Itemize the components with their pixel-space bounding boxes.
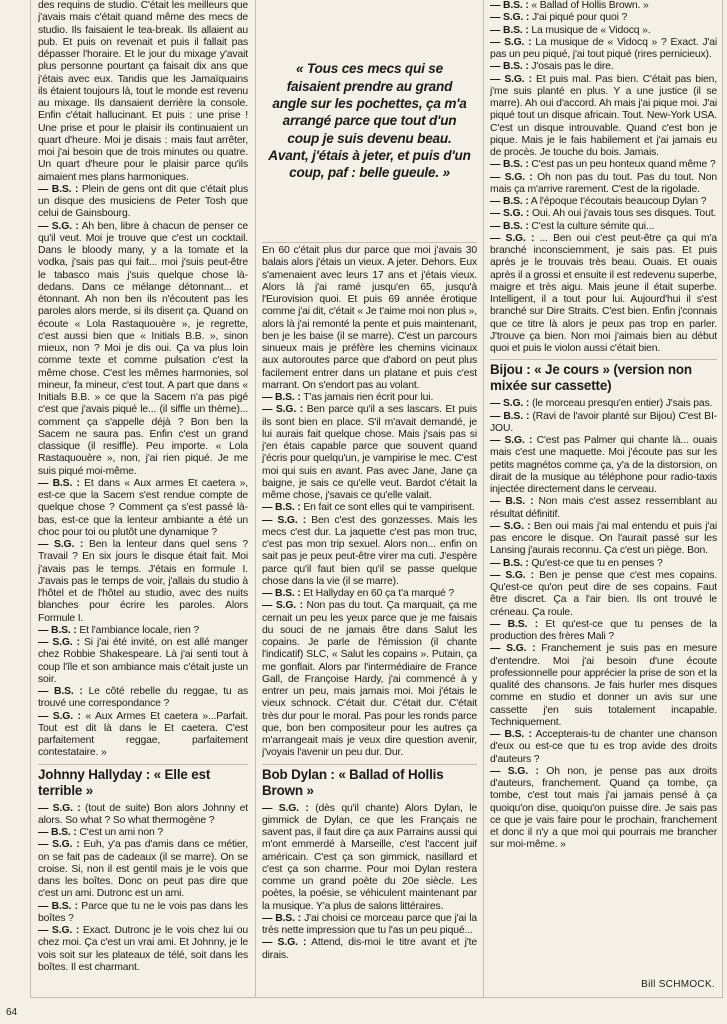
paragraph — [490, 411, 717, 436]
speech: Ben je pense que c'est mes copains. Qu'est-ce qu'on peut dire de ses copains. Faut être discret. Ça a l'air bien. Ils ont trouvé le créneau. Ça roule. — [490, 569, 717, 618]
speaker: — B.S. : — [490, 729, 532, 740]
paragraph — [38, 637, 248, 686]
speaker: — S.G. : — [490, 171, 533, 183]
paragraph — [490, 25, 717, 37]
speaker: — S.G. : — [262, 937, 307, 949]
speech: C'est un ami non ? — [76, 827, 163, 838]
speaker: — S.G. : — [262, 404, 304, 416]
paragraph — [38, 827, 248, 839]
speech: « Aux Armes Et caetera »...Parfait. Tout est dit là dans le Et caetera. C'est parfaitement reggae, parfaitement contestataire. » — [38, 710, 248, 759]
paragraph — [490, 0, 717, 12]
speech: Et l'ambiance locale, rien ? — [76, 624, 200, 636]
speech: Franchement je suis pas en mesure d'entendre. Moi j'ai besoin d'une écoute professionnelle pour apprécier la prise de son et la qualité des chansons. Je fais hurler mes disques comme en studio et donner un avis sur une cassette j'en suis totalement incapable. Techniquement. — [490, 643, 717, 728]
paragraph — [262, 392, 477, 404]
speaker: — S.G. : — [38, 220, 79, 232]
speaker: — S.G. : — [490, 765, 539, 777]
speech: Et puis mal. Pas bien. C'était pas bien, j'me suis planté en plus. Y a une justice (il se marre). Ah oui d'accord. Ah mais j'ai pique moi. J'ai piqué tout un disque africain. Tout. New-York USA. C'est un disque introuvable. Quand c'est bon je pique. Mais je le fais habilement et j'ai jamais eu de procès. Je touche du bois. Jamais. — [490, 73, 717, 158]
paragraph — [262, 600, 477, 759]
speaker: — B.S. : — [262, 912, 302, 924]
speaker: — S.G. : — [490, 435, 533, 446]
speech: Oh non, je pense pas aux droits d'auteurs, franchement. Quand ça tombe, ça tombe, c'est tout mais j'ai jamais pensé à ça quoiqu'on dise, quoiqu'on puisse dire. Je sais pas ce que je vais faire pour le prochain, franchement et donc il n'y a que moi qui pourrais me brancher sur moi-même. » — [490, 765, 717, 851]
speech: Non mais c'est assez ressemblant au résultat définitif. — [490, 496, 717, 520]
paragraph — [262, 502, 477, 514]
speech: Oh non pas du tout. Pas du tout. Non mais ça m'arrive rarement. C'est de la rigolade. — [490, 171, 717, 195]
paragraph — [490, 12, 717, 24]
speaker: — B.S. : — [490, 496, 534, 508]
speaker: — B.S. : — [490, 410, 530, 422]
speech: (tout de suite) Bon alors Johnny et alors. So what ? So what thermogène ? — [38, 802, 248, 826]
speaker: — S.G. : — [38, 710, 81, 722]
paragraph — [262, 913, 477, 938]
speaker: — S.G. : — [490, 643, 536, 655]
speaker: — B.S. : — [490, 61, 529, 73]
speech: Qu'est-ce que tu en penses ? — [528, 557, 663, 569]
paragraph — [38, 625, 248, 637]
speaker: — S.G. : — [262, 802, 309, 814]
speech: Et Hallyday en 60 ça t'a marqué ? — [300, 588, 455, 599]
paragraph — [490, 61, 717, 73]
speech: Ben c'est des gonzesses. Mais les mecs c'est dur. La jaquette c'est pas mon truc, c'est pas mon trip sexuel. Alors non... enfin on sait pas je peux peut-être virer ma cuti. J'espère parce qu'il faut bien qu'il se passe quelque chose dans la vie (il se marre). — [262, 514, 477, 587]
paragraph — [262, 515, 477, 589]
speech: Attend, dis-moi le titre avant et j'te dirais. — [262, 937, 477, 961]
speaker: — S.G. : — [262, 600, 303, 612]
speaker: — B.S. : — [38, 900, 78, 912]
bottom-rule — [30, 997, 723, 998]
speaker: — B.S. : — [490, 159, 529, 171]
speech: J'ai piqué pour quoi ? — [529, 12, 628, 24]
speech: « Ballad of Hollis Brown. » — [528, 0, 649, 11]
paragraph — [38, 686, 248, 711]
speaker: — B.S. : — [490, 24, 529, 36]
paragraph — [38, 901, 248, 926]
paragraph — [38, 803, 248, 828]
page-number: 64 — [6, 1007, 18, 1018]
speech: Ben la lenteur dans quel sens ? Travail ? En six jours le disque était fait. Moi j'avais pas le temps. J'étais en formule I. J'avais pas le temps de voir, j'allais du studio à l'hôtel et de l'hôtel au studio, avec des nuits blanches pour écrire les paroles. Alors Formule I. — [38, 539, 248, 624]
paragraph — [490, 570, 717, 619]
paragraph — [490, 766, 717, 852]
paragraph — [490, 643, 717, 729]
speech: Ben parce qu'il a ses lascars. Et puis ils sont bien en place. S'il m'avait demandé, je lui aurais fait quelque chose. Mais j'sais pas si j'en étais capable parce que souvent quand j'écris pour quelqu'un, je vampirise le mec. C'est moi qui suis en avant. Pas avec Jane, Jane ça baigne, je sais ce qu'elle veut. Bardot c'était la même chose, j'savais ce qu'elle valait. — [262, 404, 477, 501]
speech: (le morceau presqu'en entier) J'sais pas. — [529, 398, 713, 410]
speech: T'as jamais rien écrit pour lui. — [300, 392, 434, 403]
speech: (Ravi de l'avoir planté sur Bijou) C'est BI-JOU. — [490, 410, 717, 434]
speech: C'est pas un peu honteux quand même ? — [528, 159, 716, 171]
column-divider — [483, 0, 484, 998]
speech: J'osais pas le dire. — [528, 61, 614, 73]
pull-quote-box — [262, 0, 477, 243]
column-divider — [255, 0, 256, 998]
speaker: — B.S. : — [262, 502, 301, 514]
paragraph — [262, 803, 477, 913]
speaker: — S.G. : — [490, 232, 535, 244]
pull-quote: « Tous ces mecs qui se faisaient prendre au grand angle sur les pochettes, ça m'a arrangé parce que tout d'un coup je suis devenu beau. Avant, j'étais à jeter, et puis d'un coup, paf : belle gueule. » — [268, 61, 471, 181]
paragraph — [490, 521, 717, 558]
speech: Euh, y'a pas d'amis dans ce métier, on se fait pas de cadeaux (il se marre). On se croise. Si, non il est gentil mais je le vois que dans les boîtes. Donc on peut pas dire que c'est un ami. Dutronc est un ami. — [38, 839, 248, 900]
paragraph — [490, 159, 717, 171]
speaker: — B.S. : — [490, 220, 529, 232]
paragraph — [490, 172, 717, 197]
speech: Et qu'est-ce que tu penses de la production des frères Mali ? — [490, 618, 717, 642]
speech: Parce que tu ne le vois pas dans les boîtes ? — [38, 900, 248, 924]
speaker: — B.S. : — [38, 624, 77, 636]
speech: Oui. Ah oui j'avais tous ses disques. Tout. — [529, 208, 717, 220]
paragraph — [490, 196, 717, 208]
paragraph — [490, 233, 717, 356]
paragraph — [490, 619, 717, 644]
paragraph — [490, 208, 717, 220]
speech: Ben oui mais j'ai mal entendu et puis j'ai pas encore le disque. On l'aurait passé sur les Lansing j'aurais reconnu. Ça c'est un piège. Bon. — [490, 520, 717, 557]
speech: Et dans « Aux armes Et caetera », est-ce que la Sacem s'est rendue compte de quelque chose ? Comment ça s'est passé là-bas, est-ce que la lenteur ambiante a été un choc pour toi ou plutôt une dynamique ? — [38, 477, 248, 538]
speaker: — S.G. : — [490, 398, 530, 410]
speech: Le côté rebelle du reggae, tu as trouvé une correspondance ? — [38, 686, 248, 710]
speaker: — S.G. : — [262, 514, 307, 526]
author-signature: Bill SCHMOCK. — [641, 979, 715, 990]
speaker: — S.G. : — [38, 539, 84, 550]
speech: La musique de « Vidocq ». — [528, 24, 651, 36]
speaker: — B.S. : — [38, 686, 83, 697]
paragraph — [38, 221, 248, 478]
paragraph — [262, 404, 477, 502]
speech: Non pas du tout. Ça marquait, ça me cernait un peu les yeux parce que je me faisais du souci de ne jamais être dans Salut les copains. Je parle de l'émission (il chante l'indicatif) SLC, « Salut les copains ». Putain, ça me gonflait. Alors par l'intermédiaire de France Gall, de Françoise Hardy, j'ai commencé à y entrer un peu, mais jamais moi. Moi j'étais le vieux schnock. C'était dur. C'était dur. C'était très dur pour le moral. Pas pour les ronds parce que, bon ben compositeur pour les autres ça m'arrangeait mais je veux dire question avenir, j'voyais l'avenir un peu dur. Dur. — [262, 600, 477, 759]
paragraph — [262, 588, 477, 600]
speech: En fait ce sont elles qui te vampirisent. — [300, 502, 475, 514]
speaker: — S.G. : — [38, 925, 80, 936]
paragraph — [490, 558, 717, 570]
speaker: — S.G. : — [38, 839, 80, 851]
paragraph — [490, 496, 717, 521]
speaker: — B.S. : — [490, 0, 529, 11]
paragraph — [262, 937, 477, 962]
section-heading: Bob Dylan : « Ballad of Hollis Brown » — [262, 764, 477, 799]
paragraph — [38, 839, 248, 900]
paragraph — [490, 729, 717, 766]
section-heading: Bijou : « Je cours » (version non mixée sur cassette) — [490, 359, 717, 394]
speech: ... Ben oui c'est peut-être ça qui m'a branché inconsciemment, je sais pas. Et puis après je le trouvais très beau. Ouais. Et ouais après il a grossi et ensuite il est redevenu superbe, maigre et très aigu. Mais jeune il était superbe. Intelligent, il a tout pour lui. Aujourd'hui il s'est branché sur Dire Straits. C'est bien. Enfin j'connais que ce titre là alors je peux pas trop en parler. J'trouve ça bien. Non moi j'aimais bien au début quoi et puis le violon aussi c'était bien. — [490, 232, 717, 354]
speaker: — S.G. : — [38, 802, 81, 814]
paragraph — [38, 184, 248, 221]
section-heading: Johnny Hallyday : « Elle est terrible » — [38, 764, 248, 799]
speaker: — S.G. : — [490, 208, 530, 220]
speaker: — S.G. : — [38, 637, 80, 648]
paragraph — [490, 37, 717, 62]
speaker: — S.G. : — [490, 569, 534, 581]
paragraph — [38, 925, 248, 974]
paragraph — [490, 398, 717, 410]
speech: Accepterais-tu de chanter une chanson d'eux ou est-ce que tu es trop avide des droits d'auteurs ? — [490, 729, 717, 765]
paragraph: En 60 c'était plus dur parce que moi j'avais 30 balais alors j'étais un vieux. A jeter. Dehors. Eux s'amenaient avec leurs 17 ans et j'étais vieux. Alors là j'ai ramé jusqu'en 65, jusqu'à l'Eurovision quoi. Et puis 69 année érotique comme j'ai dit, c'était « Je t'aime moi non plus », alors là j'ai remonté la pente et puis maintenant, ben je les baise (il se marre). C'est un parcours sinueux mais je préfère les chemins vicinaux aux autoroutes parce que d'abord on peut plus facilement entrer dans un platane et puis c'est marrant. On s'endort pas au volant. — [262, 245, 477, 391]
speech: Ah ben, libre à chacun de penser ce qu'il veut. Moi je trouve que c'est un cocktail. Dans le bloody many, y a la tomate et la vodka, j'sais pas qui fait... moi j'suis peut-être le tabasco mais j'suis quelque chose là-dedans. Dans ce mélange détonnant... et étonnant. Ah non ben ils n'écoutent pas les paroles alors merde, si ils disent ça. Quand on écoute « Lola Rastaquouère », je regrette, c'est aussi bien que « Initials B.B. », sinon mieux, non ? Moi je dis oui. Ça va plus loin comme texte et comme pulsation c'est la même chose. C'est les mêmes harmonies, sol mineur, fa mineur, c'est tout. A part que dans « Initials B.B. » ce que la Sacem n'a pas pigé c'est que j'avais piqué le... (il siffle un thème)... comment ça s'appelle déjà ? Bon ben la Sacem ne saura pas. Enfin c'est un grand classique (il resiffle). Peu importe. « Lola Rastaquouère », non, j'ai rien piqué. Je me suis piqué moi-même. — [38, 220, 248, 477]
column-1 — [38, 0, 248, 988]
column-3 — [490, 0, 717, 988]
paragraph: des requins de studio. C'était les meilleurs que j'avais mais c'était quand même des mecs de studio. Ils faisaient le tea-break. Ils allaient au pub. Et puis on revenait et puis il fallait pas dépasser l'horaire. Et le jour du mixage y'avait plus personne pourtant ça faisait dix ans que j'étais avec eux. Tandis que les Jamaïquains ils étaient toujours là, tout le monde est revenu au mixage. Ils dansaient derrière la console. Enfin c'était hallucinant. Et puis : une prise ! Une prise et pour le plaisir ils continuaient un quart d'heure. Moi je disais : mais faut arrêter, moi j'ai besoin que de trois minutes ou quatre. Un quart d'heure pour le plaisir parce qu'ils aimaient mes plans harmoniques. — [38, 0, 248, 183]
speaker: — B.S. : — [38, 827, 77, 838]
speech: C'est pas Palmer qui chante là... ouais mais c'est une maquette. Moi j'écoute pas sur les petits magnétos comme ça, y'a de la distorsion, on dirait de la musique au téléphone pour radio-taxis injectée directement dans le cerveau. — [490, 435, 717, 495]
paragraph — [490, 435, 717, 496]
column-2 — [262, 0, 477, 988]
speaker: — S.G. : — [490, 520, 531, 532]
paragraph — [490, 74, 717, 160]
speech: Si j'ai été invité, on est allé manger chez Robbie Shakespeare. Là j'ai senti tout à coup l'île et son ambiance mais c'était juste un soir. — [38, 637, 248, 685]
paragraph — [38, 711, 248, 760]
speech: La musique de « Vidocq » ? Exact. J'ai pas un peu piqué, j'ai tout piqué (rires pernicieux). — [490, 36, 717, 60]
speech: C'est la culture sémite qui... — [528, 220, 655, 232]
speaker: — B.S. : — [490, 618, 539, 630]
speech: Plein de gens ont dit que c'était plus un disque des musiciens de Peter Tosh que celui de Gainsbourg. — [38, 183, 248, 220]
speaker: — B.S. : — [38, 183, 79, 195]
paragraph — [490, 221, 717, 233]
speaker: — B.S. : — [262, 588, 301, 599]
speech: J'ai choisi ce morceau parce que j'ai la très nette impression que tu l'as un peu piqué... — [262, 912, 477, 936]
paragraph — [38, 539, 248, 625]
speaker: — S.G. : — [490, 36, 532, 48]
paragraph — [38, 478, 248, 539]
speech: Exact. Dutronc je le vois chez lui ou chez moi. Ça c'est un vrai ami. Et Johnny, je le vois soit sur les plateaux de télé, soit dans les boîtes. Il est charmant. — [38, 925, 248, 973]
speaker: — S.G. : — [490, 12, 530, 24]
speaker: — B.S. : — [490, 196, 529, 207]
speaker: — S.G. : — [490, 73, 532, 85]
speaker: — B.S. : — [262, 392, 301, 403]
speaker: — B.S. : — [38, 477, 80, 489]
speech: (dès qu'il chante) Alors Dylan, le gimmick de Dylan, ce que les Français ne savent pas, il faut dire ça aux Parrains aussi qui m'ont emmerdé à Marseille, c'est l'accent juif américain. C'est ça son gimmick, nasillard et c'est ça son charme. Pour moi Dylan restera comme un grand poète du 20e siècle. Les poètes, la poésie, se véhiculent maintenant par la musique. Y'a plus de salons littéraires. — [262, 802, 477, 912]
speech: A l'époque t'écoutais beaucoup Dylan ? — [528, 196, 707, 207]
speaker: — B.S. : — [490, 557, 529, 569]
